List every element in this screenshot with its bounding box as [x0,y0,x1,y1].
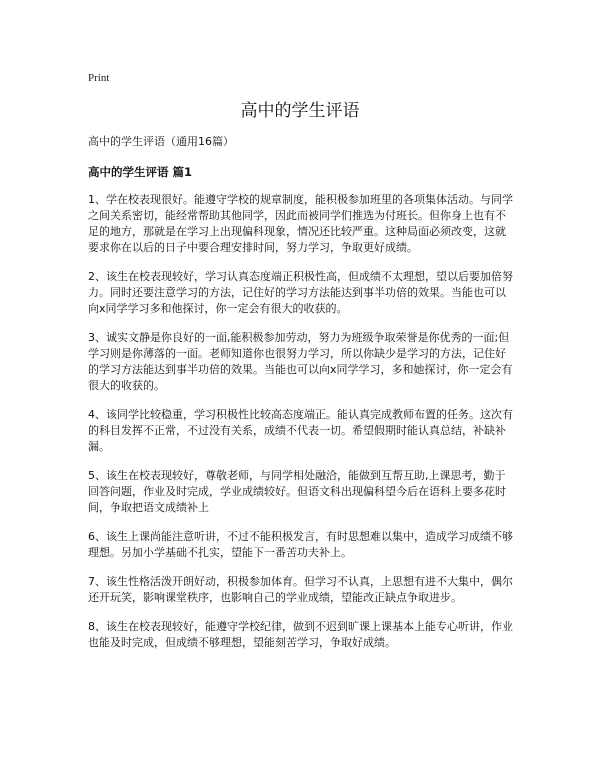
comment-paragraph-1: 1、学在校表现很好。能遵守学校的规章制度，能积极参加班里的各项集体活动。与同学之间关系密切，能经常帮助其他同学，因此而被同学们推选为付班长。但你身上也有不足的地方，那就是在学习上出现偏科现象，情况还比较严重。这种局面必须改变，这就要求你在以后的日子中要合理安排时间，努力学习，争取更好成绩。 [88,193,513,254]
page-title: 高中的学生评语 [240,101,360,121]
comment-paragraph-4: 4、该同学比较稳重，学习积极性比较高态度端正。能认真完成教师布置的任务。这次有的科目发挥不正常，不过没有关系，成绩不代表一切。希望假期时能认真总结，补缺补漏。 [88,408,513,453]
comment-paragraph-7: 7、该生性格活泼开朗好动，积极参加体育。但学习不认真，上思想有进不大集中，偶尔还开玩笑，影响课堂秩序，也影响自己的学业成绩，望能改正缺点争取进步。 [88,575,513,604]
comment-paragraph-2: 2、该生在校表现较好，学习认真态度端正积极性高，但成绩不太理想，望以后要加倍努力。同时还要注意学习的方法，记住好的学习方法能达到事半功倍的效果。当能也可以向x同学学习多和他探讨，你一定会有很大的收获的。 [88,270,513,315]
comment-paragraph-3: 3、诚实文静是你良好的一面,能积极参加劳动，努力为班级争取荣誉是你优秀的一面;但学习则是你薄落的一面。老师知道你也很努力学习，所以你缺少是学习的方法，记住好的学习方法能达到事半功倍的效果。当能也可以向x同学学习，多和她探讨，你一定会有很大的收获的。 [88,331,513,392]
section-heading: 高中的学生评语 篇1 [88,165,193,179]
document-body [88,134,516,664]
comment-paragraph-5: 5、该生在校表现较好，尊敬老师，与同学相处融洽，能做到互帮互助,上课思考，勤于回答问题，作业及时完成，学业成绩较好。但语文科出现偏科望今后在语科上要多花时间，争取把语文成绩补上 [88,469,506,514]
comment-paragraph-6: 6、该生上课尚能注意听讲，不过不能积极发言，有时思想难以集中，造成学习成绩不够理想。另加小学基础不扎实，望能下一番苦功夫补上。 [88,530,513,559]
print-link[interactable]: Print [88,72,110,84]
comment-paragraph-8: 8、该生在校表现较好，能遵守学校纪律，做到不迟到旷课上课基本上能专心听讲，作业也能及时完成，但成绩不够理想，望能刻苦学习，争取好成绩。 [88,620,513,649]
document-subtitle: 高中的学生评语（通用16篇） [88,135,234,148]
